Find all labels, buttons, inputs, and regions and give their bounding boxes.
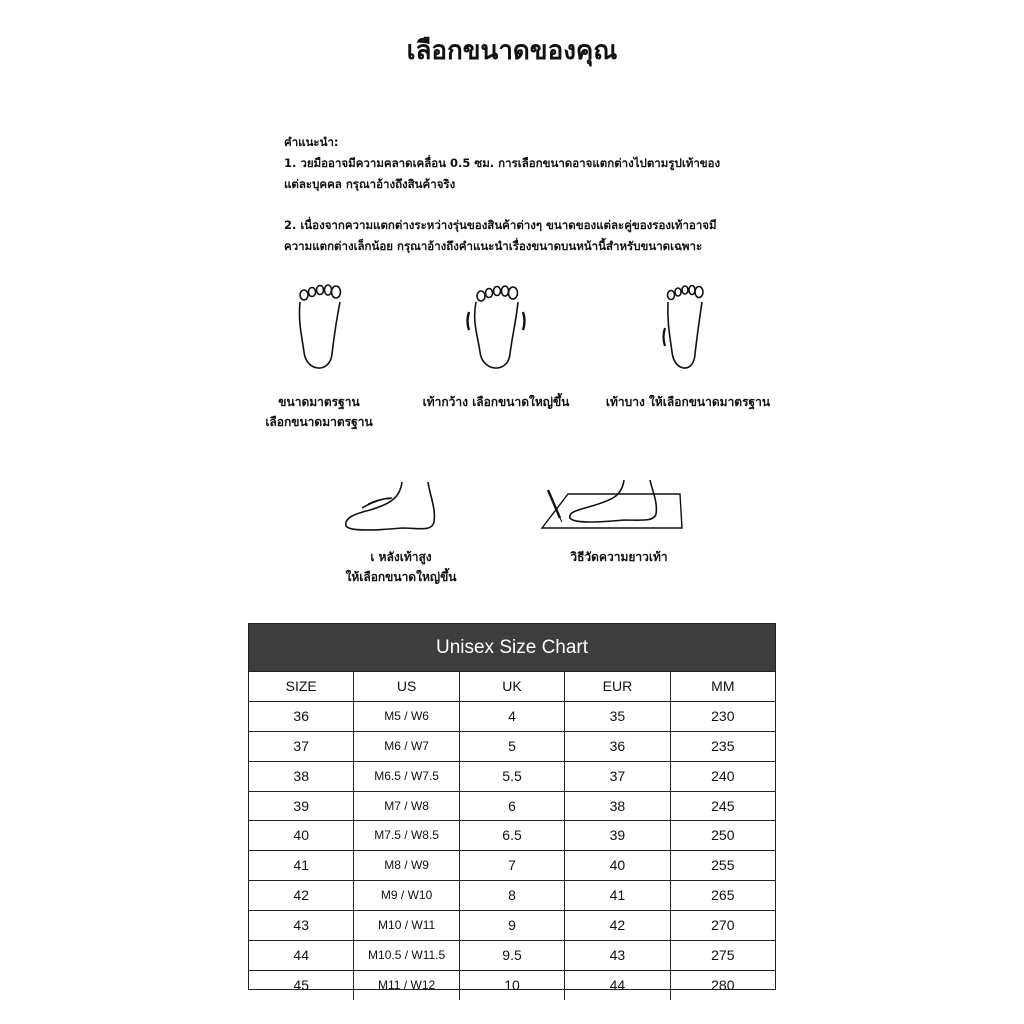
cell-mm: 275 [670, 941, 775, 970]
cell-mm: 245 [670, 792, 775, 821]
cell-size: 41 [293, 857, 309, 874]
table-row [249, 701, 775, 731]
foot-measure-icon [540, 476, 690, 534]
cell-uk: 7 [459, 851, 564, 880]
cell-eur: 37 [564, 762, 669, 791]
cell-us: M6.5 / W7.5 [353, 762, 458, 791]
caption-high-instep [326, 547, 476, 587]
cell-uk: 5.5 [459, 762, 564, 791]
cell-mm: 235 [670, 732, 775, 761]
cell-us: M6 / W7 [353, 732, 458, 761]
header-eur: EUR [564, 672, 669, 701]
note-1-line-2: แต่ละบุคคล กรุณาอ้างถึงสินค้าจริง [284, 177, 456, 191]
caption-standard [262, 392, 376, 432]
table-row [249, 791, 775, 821]
cell-uk: 10 [459, 971, 564, 1000]
cell-size: 38 [293, 767, 309, 784]
foot-wide-icon [466, 282, 526, 374]
cell-uk: 4 [459, 702, 564, 731]
cell-eur: 42 [564, 911, 669, 940]
note-2-line-1: 2. เนื่องจากความแตกต่างระหว่างรุ่นของสินค้าต่างๆ ขนาดของแต่ละคู่ของรองเท้าอาจมี [284, 218, 717, 232]
cell-uk: 5 [459, 732, 564, 761]
table-row [249, 940, 775, 970]
table-row [249, 970, 775, 1000]
table-row [249, 880, 775, 910]
cell-eur: 41 [564, 881, 669, 910]
cell-mm: 280 [670, 971, 775, 1000]
cell-uk: 9.5 [459, 941, 564, 970]
cell-size: 44 [293, 947, 309, 964]
cell-mm: 230 [670, 702, 775, 731]
caption-standard-line-1: ขนาดมาตรฐาน [278, 395, 360, 409]
size-chart-table [248, 623, 776, 993]
table-header-row [249, 671, 775, 701]
cell-us: M11 / W12 [353, 971, 458, 1000]
foot-standard-icon [296, 282, 342, 374]
cell-mm: 255 [670, 851, 775, 880]
table-row [249, 731, 775, 761]
caption-thin: เท้าบาง ให้เลือกขนาดมาตรฐาน [605, 395, 771, 409]
cell-us: M8 / W9 [353, 851, 458, 880]
table-row [249, 910, 775, 940]
notes-heading: คำแนะนำ: [284, 135, 339, 149]
cell-uk: 6 [459, 792, 564, 821]
cell-eur: 39 [564, 821, 669, 850]
cell-mm: 265 [670, 881, 775, 910]
foot-high-instep-icon [340, 478, 440, 534]
size-chart-title: Unisex Size Chart [249, 624, 775, 671]
header-size: SIZE [285, 678, 317, 694]
cell-eur: 44 [564, 971, 669, 1000]
cell-eur: 38 [564, 792, 669, 821]
cell-size: 42 [293, 887, 309, 904]
note-1-line-1: 1. วยมืออาจมีความคลาดเคลื่อน 0.5 ซม. การเลือกขนาดอาจแตกต่างไปตามรูปเท้าของ [284, 156, 721, 170]
page-title: เลือกขนาดของคุณ [406, 36, 618, 66]
header-uk: UK [459, 672, 564, 701]
cell-eur: 36 [564, 732, 669, 761]
cell-uk: 9 [459, 911, 564, 940]
note-2-line-2: ความแตกต่างเล็กน้อย กรุณาอ้างถึงคำแนะนำเรื่องขนาดบนหน้านี้สำหรับขนาดเฉพาะ [284, 239, 703, 253]
cell-size: 43 [293, 917, 309, 934]
cell-us: M7 / W8 [353, 792, 458, 821]
caption-high-line-2: ให้เลือกขนาดใหญ่ขึ้น [345, 570, 457, 584]
table-row [249, 850, 775, 880]
caption-measure: วิธีวัดความยาวเท้า [570, 550, 668, 564]
cell-us: M9 / W10 [353, 881, 458, 910]
cell-mm: 250 [670, 821, 775, 850]
header-mm: MM [670, 672, 775, 701]
cell-size: 39 [293, 797, 309, 814]
cell-eur: 43 [564, 941, 669, 970]
cell-size: 45 [293, 976, 309, 993]
cell-size: 37 [293, 737, 309, 754]
size-notes [284, 132, 764, 257]
cell-eur: 35 [564, 702, 669, 731]
table-row [249, 820, 775, 850]
cell-uk: 6.5 [459, 821, 564, 850]
cell-mm: 240 [670, 762, 775, 791]
cell-us: M10.5 / W11.5 [353, 941, 458, 970]
cell-mm: 270 [670, 911, 775, 940]
cell-eur: 40 [564, 851, 669, 880]
cell-size: 36 [293, 707, 309, 724]
caption-high-line-1: เ หลังเท้าสูง [370, 550, 432, 564]
table-row [249, 761, 775, 791]
cell-us: M7.5 / W8.5 [353, 821, 458, 850]
cell-us: M10 / W11 [353, 911, 458, 940]
cell-size: 40 [293, 827, 309, 844]
caption-standard-line-2: เลือกขนาดมาตรฐาน [265, 415, 373, 429]
cell-us: M5 / W6 [353, 702, 458, 731]
caption-wide: เท้ากว้าง เลือกขนาดใหญ่ขึ้น [422, 395, 570, 409]
header-us: US [353, 672, 458, 701]
cell-uk: 8 [459, 881, 564, 910]
foot-thin-icon [661, 282, 707, 374]
